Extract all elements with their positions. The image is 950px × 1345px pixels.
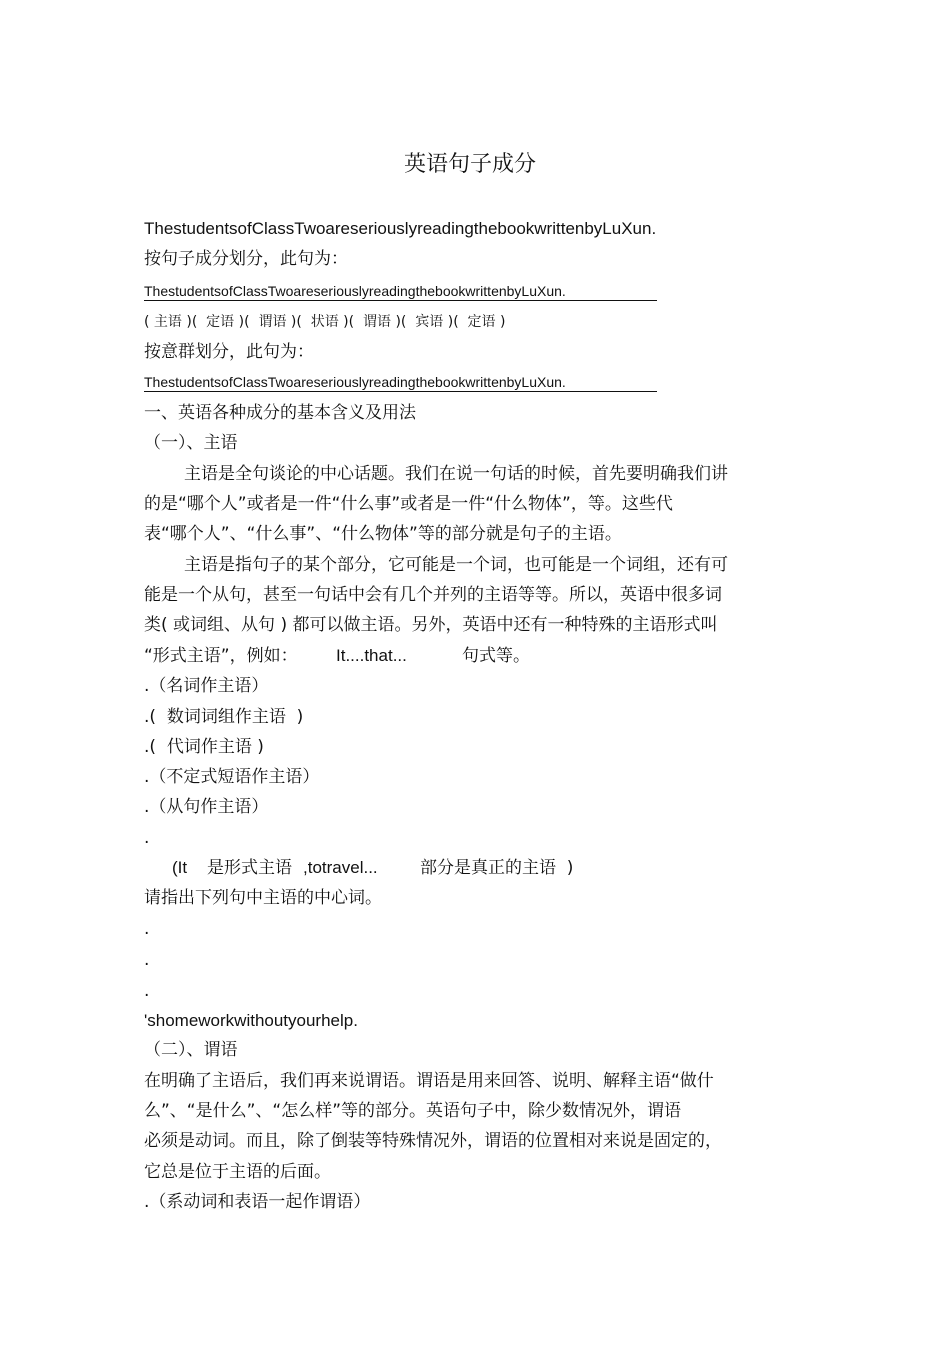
- component-labels: ( 主语 )( 定语 )( 谓语 )( 状语 )( 谓语 )( 宾语 )( 定语 ): [144, 314, 506, 330]
- note-text: 部分是真正的主语 ): [420, 858, 574, 878]
- paragraph-line: 么”、“是什么”、“怎么样”等的部分。英语句子中，除少数情况外，谓语: [144, 1101, 682, 1121]
- paragraph-line: 主语是指句子的某个部分，它可能是一个词，也可能是一个词组，还有可: [184, 555, 728, 575]
- paragraph-line: 它总是位于主语的后面。: [144, 1162, 331, 1182]
- paragraph-line: 在明确了主语后，我们再来说谓语。谓语是用来回答、说明、解释主语“做什: [144, 1071, 714, 1091]
- text-line: 请指出下列句中主语的中心词。: [144, 888, 382, 908]
- section-heading: 一、英语各种成分的基本含义及用法: [144, 403, 416, 423]
- subsection-heading: （一）、主语: [144, 433, 238, 453]
- list-item: .（名词作主语）: [144, 676, 269, 696]
- note-text: (It: [172, 858, 188, 877]
- text-line: 'shomeworkwithoutyourhelp.: [144, 1011, 358, 1030]
- paragraph-line: 必须是动词。而且，除了倒装等特殊情况外，谓语的位置相对来说是固定的，: [144, 1131, 722, 1151]
- underlined-sentence: ThestudentsofClassTwoareseriouslyreadingthebookwrittenbyLuXun.: [144, 282, 657, 301]
- example-sentence: ThestudentsofClassTwoareseriouslyreadingthebookwrittenbyLuXun.: [144, 219, 657, 238]
- paragraph-line: It....that...: [336, 646, 407, 665]
- paragraph-line: 能是一个从句，甚至一句话中会有几个并列的主语等等。所以，英语中很多词: [144, 585, 722, 605]
- list-item: .( 代词作主语 ): [144, 737, 264, 757]
- paragraph-line: 主语是全句谈论的中心话题。我们在说一句话的时候，首先要明确我们讲: [184, 464, 728, 484]
- list-item: .: [144, 950, 150, 970]
- paragraph-line: 表“哪个人”、“什么事”、“什么物体”等的部分就是句子的主语。: [144, 524, 622, 544]
- note-text: 是形式主语: [207, 858, 292, 878]
- list-item: .（不定式短语作主语）: [144, 767, 320, 787]
- text-line: 按句子成分划分，此句为：: [144, 249, 348, 269]
- list-item: .: [144, 981, 150, 1001]
- list-item: .: [144, 919, 150, 939]
- list-item: .（系动词和表语一起作谓语）: [144, 1192, 371, 1212]
- paragraph-line: “形式主语”，例如：: [144, 646, 298, 666]
- underlined-sentence: ThestudentsofClassTwoareseriouslyreadingthebookwrittenbyLuXun.: [144, 373, 657, 392]
- subsection-heading: （二）、谓语: [144, 1040, 238, 1060]
- text-line: 按意群划分，此句为：: [144, 342, 314, 362]
- list-item: .（从句作主语）: [144, 797, 269, 817]
- list-item: .: [144, 828, 150, 848]
- paragraph-line: 的是“哪个人”或者是一件“什么事”或者是一件“什么物体”，等。这些代: [144, 494, 673, 514]
- note-text: ,totravel...: [303, 858, 378, 877]
- page-title: 英语句子成分: [404, 152, 537, 177]
- list-item: .( 数词词组作主语 ): [144, 707, 304, 727]
- paragraph-line: 类( 或词组、从句 ) 都可以做主语。另外，英语中还有一种特殊的主语形式叫: [144, 615, 718, 635]
- paragraph-line: 句式等。: [462, 646, 530, 666]
